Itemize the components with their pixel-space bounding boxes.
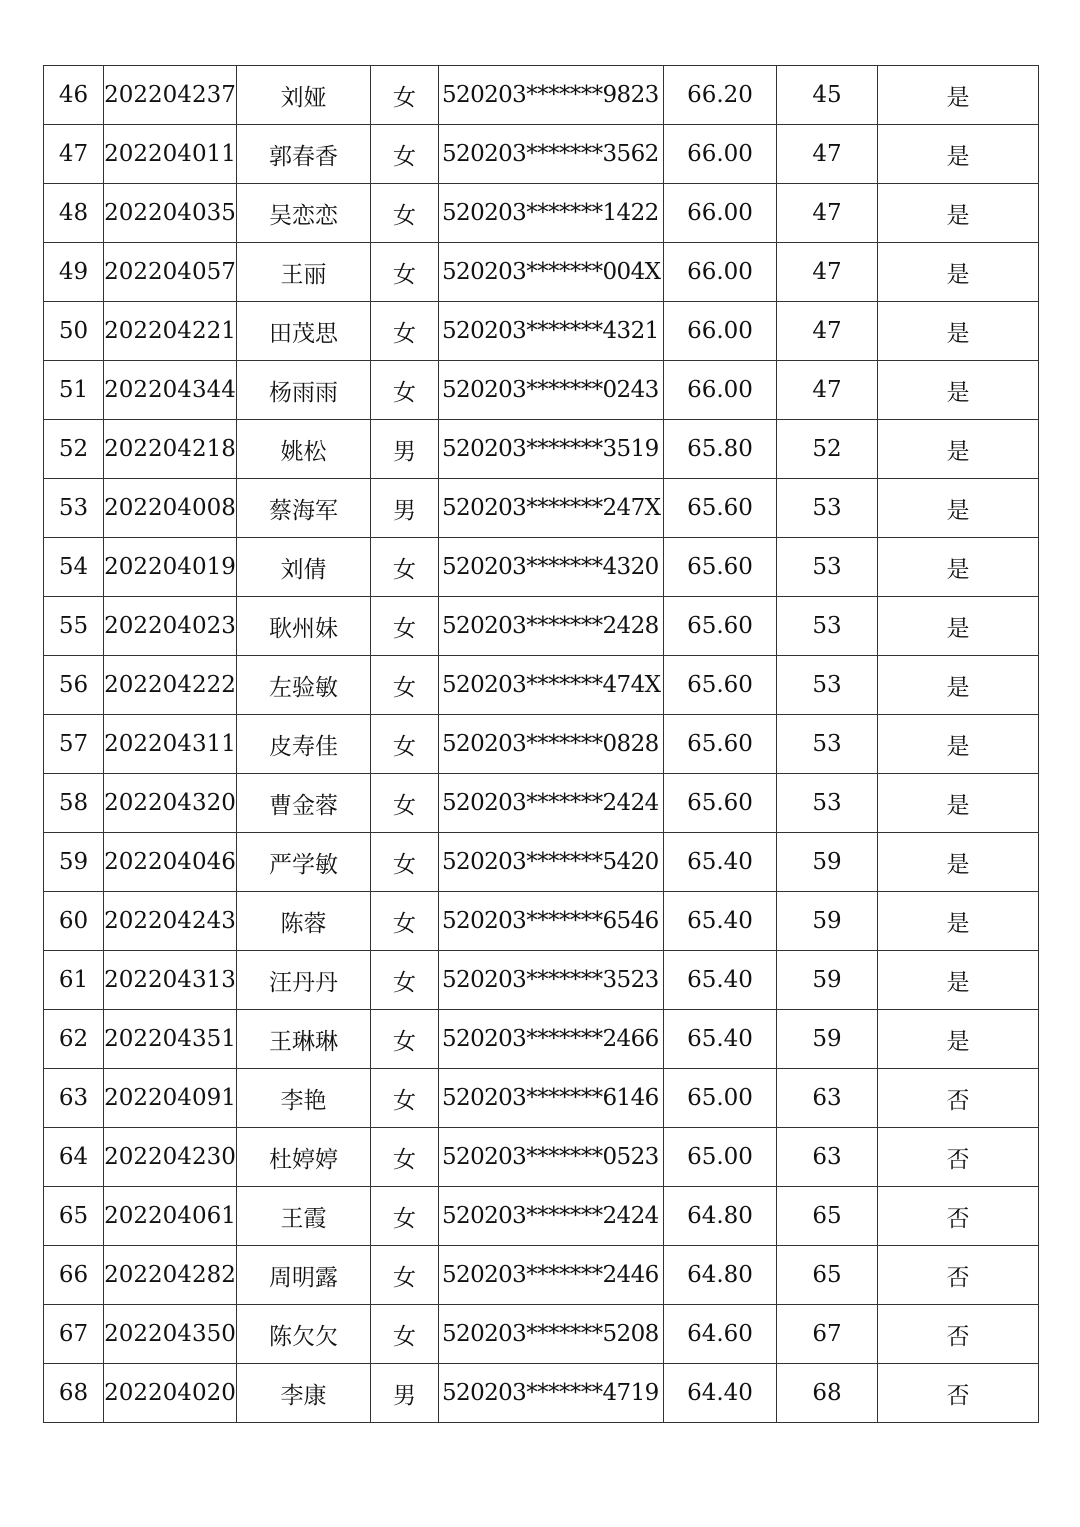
score-cell: 64.80: [664, 1187, 777, 1246]
rank-cell: 45: [777, 66, 878, 125]
seq-cell: 52: [44, 420, 104, 479]
interview-status-cell: 是: [878, 420, 1039, 479]
table-row: [44, 1305, 1039, 1364]
score-cell: 65.60: [664, 597, 777, 656]
score-cell: 66.20: [664, 66, 777, 125]
id-card-cell: 520203*******2446: [439, 1246, 664, 1305]
id-card-cell: 520203*******3562: [439, 125, 664, 184]
candidate-name-cell: 王霞: [237, 1187, 371, 1246]
interview-status-cell: 是: [878, 892, 1039, 951]
interview-status-cell: 否: [878, 1187, 1039, 1246]
interview-status-cell: 是: [878, 833, 1039, 892]
rank-cell: 63: [777, 1069, 878, 1128]
score-cell: 64.40: [664, 1364, 777, 1423]
interview-status-cell: 是: [878, 597, 1039, 656]
id-card-cell: 520203*******3523: [439, 951, 664, 1010]
interview-status-cell: 是: [878, 302, 1039, 361]
rank-cell: 53: [777, 597, 878, 656]
candidate-name-cell: 陈蓉: [237, 892, 371, 951]
id-card-cell: 520203*******5420: [439, 833, 664, 892]
seq-cell: 54: [44, 538, 104, 597]
seq-cell: 58: [44, 774, 104, 833]
candidate-name-cell: 姚松: [237, 420, 371, 479]
score-cell: 65.40: [664, 951, 777, 1010]
seq-cell: 64: [44, 1128, 104, 1187]
score-cell: 66.00: [664, 243, 777, 302]
score-cell: 65.60: [664, 715, 777, 774]
candidate-name-cell: 吴恋恋: [237, 184, 371, 243]
gender-cell: 男: [371, 420, 439, 479]
id-card-cell: 520203*******3519: [439, 420, 664, 479]
candidate-name-cell: 陈欠欠: [237, 1305, 371, 1364]
interview-status-cell: 否: [878, 1305, 1039, 1364]
score-cell: 65.80: [664, 420, 777, 479]
id-card-cell: 520203*******4320: [439, 538, 664, 597]
interview-status-cell: 是: [878, 243, 1039, 302]
candidate-name-cell: 蔡海军: [237, 479, 371, 538]
table-row: [44, 538, 1039, 597]
interview-status-cell: 是: [878, 361, 1039, 420]
seq-cell: 55: [44, 597, 104, 656]
table-row: [44, 1010, 1039, 1069]
table-row: [44, 302, 1039, 361]
id-card-cell: 520203*******0828: [439, 715, 664, 774]
table-row: [44, 1187, 1039, 1246]
seq-cell: 62: [44, 1010, 104, 1069]
id-card-cell: 520203*******2424: [439, 1187, 664, 1246]
gender-cell: 女: [371, 1187, 439, 1246]
exam-number-cell: 202204350: [104, 1305, 237, 1364]
id-card-cell: 520203*******2466: [439, 1010, 664, 1069]
score-cell: 64.80: [664, 1246, 777, 1305]
gender-cell: 女: [371, 361, 439, 420]
exam-number-cell: 202204046: [104, 833, 237, 892]
exam-number-cell: 202204218: [104, 420, 237, 479]
score-cell: 65.00: [664, 1128, 777, 1187]
id-card-cell: 520203*******2424: [439, 774, 664, 833]
table-row: [44, 833, 1039, 892]
exam-number-cell: 202204237: [104, 66, 237, 125]
score-cell: 65.40: [664, 1010, 777, 1069]
seq-cell: 63: [44, 1069, 104, 1128]
exam-number-cell: 202204320: [104, 774, 237, 833]
candidate-name-cell: 杨雨雨: [237, 361, 371, 420]
seq-cell: 65: [44, 1187, 104, 1246]
candidate-name-cell: 田茂思: [237, 302, 371, 361]
candidate-name-cell: 曹金蓉: [237, 774, 371, 833]
score-cell: 65.00: [664, 1069, 777, 1128]
seq-cell: 59: [44, 833, 104, 892]
gender-cell: 女: [371, 774, 439, 833]
results-table-body: [44, 66, 1039, 1423]
candidate-name-cell: 刘娅: [237, 66, 371, 125]
table-row: [44, 892, 1039, 951]
interview-status-cell: 是: [878, 125, 1039, 184]
table-row: [44, 66, 1039, 125]
seq-cell: 53: [44, 479, 104, 538]
gender-cell: 女: [371, 833, 439, 892]
score-cell: 66.00: [664, 184, 777, 243]
id-card-cell: 520203*******474X: [439, 656, 664, 715]
rank-cell: 47: [777, 184, 878, 243]
rank-cell: 59: [777, 892, 878, 951]
score-cell: 65.40: [664, 833, 777, 892]
interview-status-cell: 否: [878, 1246, 1039, 1305]
exam-number-cell: 202204282: [104, 1246, 237, 1305]
score-cell: 65.60: [664, 538, 777, 597]
candidate-name-cell: 周明露: [237, 1246, 371, 1305]
interview-status-cell: 是: [878, 66, 1039, 125]
table-row: [44, 774, 1039, 833]
exam-number-cell: 202204020: [104, 1364, 237, 1423]
interview-status-cell: 是: [878, 184, 1039, 243]
candidate-name-cell: 汪丹丹: [237, 951, 371, 1010]
gender-cell: 女: [371, 892, 439, 951]
exam-number-cell: 202204091: [104, 1069, 237, 1128]
gender-cell: 女: [371, 715, 439, 774]
candidate-name-cell: 王琳琳: [237, 1010, 371, 1069]
gender-cell: 女: [371, 1246, 439, 1305]
seq-cell: 56: [44, 656, 104, 715]
gender-cell: 女: [371, 1305, 439, 1364]
rank-cell: 47: [777, 302, 878, 361]
rank-cell: 47: [777, 125, 878, 184]
table-row: [44, 243, 1039, 302]
rank-cell: 53: [777, 656, 878, 715]
rank-cell: 53: [777, 538, 878, 597]
gender-cell: 女: [371, 538, 439, 597]
table-row: [44, 479, 1039, 538]
candidate-name-cell: 耿州妹: [237, 597, 371, 656]
interview-status-cell: 是: [878, 479, 1039, 538]
candidate-name-cell: 皮寿佳: [237, 715, 371, 774]
exam-number-cell: 202204230: [104, 1128, 237, 1187]
id-card-cell: 520203*******1422: [439, 184, 664, 243]
candidate-name-cell: 杜婷婷: [237, 1128, 371, 1187]
rank-cell: 68: [777, 1364, 878, 1423]
exam-number-cell: 202204222: [104, 656, 237, 715]
interview-status-cell: 是: [878, 1010, 1039, 1069]
candidate-name-cell: 李康: [237, 1364, 371, 1423]
seq-cell: 67: [44, 1305, 104, 1364]
candidate-name-cell: 左验敏: [237, 656, 371, 715]
exam-number-cell: 202204035: [104, 184, 237, 243]
gender-cell: 女: [371, 125, 439, 184]
rank-cell: 59: [777, 1010, 878, 1069]
exam-number-cell: 202204057: [104, 243, 237, 302]
id-card-cell: 520203*******4719: [439, 1364, 664, 1423]
interview-status-cell: 是: [878, 656, 1039, 715]
seq-cell: 68: [44, 1364, 104, 1423]
rank-cell: 53: [777, 774, 878, 833]
candidate-name-cell: 刘倩: [237, 538, 371, 597]
candidate-name-cell: 郭春香: [237, 125, 371, 184]
rank-cell: 65: [777, 1187, 878, 1246]
score-cell: 65.60: [664, 774, 777, 833]
gender-cell: 女: [371, 656, 439, 715]
gender-cell: 男: [371, 1364, 439, 1423]
rank-cell: 59: [777, 951, 878, 1010]
interview-status-cell: 是: [878, 951, 1039, 1010]
id-card-cell: 520203*******247X: [439, 479, 664, 538]
rank-cell: 47: [777, 243, 878, 302]
score-cell: 66.00: [664, 125, 777, 184]
table-row: [44, 656, 1039, 715]
id-card-cell: 520203*******6546: [439, 892, 664, 951]
rank-cell: 65: [777, 1246, 878, 1305]
exam-number-cell: 202204344: [104, 361, 237, 420]
seq-cell: 57: [44, 715, 104, 774]
id-card-cell: 520203*******6146: [439, 1069, 664, 1128]
table-row: [44, 1069, 1039, 1128]
gender-cell: 女: [371, 951, 439, 1010]
exam-number-cell: 202204019: [104, 538, 237, 597]
seq-cell: 51: [44, 361, 104, 420]
gender-cell: 女: [371, 1069, 439, 1128]
seq-cell: 60: [44, 892, 104, 951]
exam-number-cell: 202204023: [104, 597, 237, 656]
table-row: [44, 1128, 1039, 1187]
score-cell: 65.60: [664, 656, 777, 715]
gender-cell: 女: [371, 302, 439, 361]
id-card-cell: 520203*******2428: [439, 597, 664, 656]
id-card-cell: 520203*******5208: [439, 1305, 664, 1364]
gender-cell: 男: [371, 479, 439, 538]
candidate-name-cell: 李艳: [237, 1069, 371, 1128]
seq-cell: 49: [44, 243, 104, 302]
gender-cell: 女: [371, 1128, 439, 1187]
gender-cell: 女: [371, 597, 439, 656]
gender-cell: 女: [371, 1010, 439, 1069]
exam-number-cell: 202204351: [104, 1010, 237, 1069]
table-row: [44, 951, 1039, 1010]
id-card-cell: 520203*******0523: [439, 1128, 664, 1187]
exam-number-cell: 202204243: [104, 892, 237, 951]
rank-cell: 63: [777, 1128, 878, 1187]
seq-cell: 50: [44, 302, 104, 361]
score-cell: 64.60: [664, 1305, 777, 1364]
table-row: [44, 597, 1039, 656]
rank-cell: 47: [777, 361, 878, 420]
score-cell: 66.00: [664, 302, 777, 361]
table-row: [44, 125, 1039, 184]
results-table: [43, 65, 1039, 1423]
rank-cell: 59: [777, 833, 878, 892]
interview-status-cell: 是: [878, 538, 1039, 597]
seq-cell: 47: [44, 125, 104, 184]
gender-cell: 女: [371, 66, 439, 125]
exam-number-cell: 202204221: [104, 302, 237, 361]
seq-cell: 48: [44, 184, 104, 243]
exam-number-cell: 202204313: [104, 951, 237, 1010]
table-row: [44, 1246, 1039, 1305]
score-cell: 65.60: [664, 479, 777, 538]
id-card-cell: 520203*******0243: [439, 361, 664, 420]
id-card-cell: 520203*******4321: [439, 302, 664, 361]
interview-status-cell: 是: [878, 715, 1039, 774]
interview-status-cell: 否: [878, 1128, 1039, 1187]
candidate-name-cell: 严学敏: [237, 833, 371, 892]
candidate-name-cell: 王丽: [237, 243, 371, 302]
exam-number-cell: 202204311: [104, 715, 237, 774]
interview-status-cell: 是: [878, 774, 1039, 833]
seq-cell: 46: [44, 66, 104, 125]
gender-cell: 女: [371, 243, 439, 302]
exam-number-cell: 202204011: [104, 125, 237, 184]
interview-status-cell: 否: [878, 1069, 1039, 1128]
exam-number-cell: 202204008: [104, 479, 237, 538]
table-row: [44, 420, 1039, 479]
exam-number-cell: 202204061: [104, 1187, 237, 1246]
rank-cell: 53: [777, 479, 878, 538]
rank-cell: 53: [777, 715, 878, 774]
interview-status-cell: 否: [878, 1364, 1039, 1423]
table-row: [44, 1364, 1039, 1423]
score-cell: 65.40: [664, 892, 777, 951]
gender-cell: 女: [371, 184, 439, 243]
seq-cell: 66: [44, 1246, 104, 1305]
score-cell: 66.00: [664, 361, 777, 420]
rank-cell: 67: [777, 1305, 878, 1364]
id-card-cell: 520203*******9823: [439, 66, 664, 125]
seq-cell: 61: [44, 951, 104, 1010]
id-card-cell: 520203*******004X: [439, 243, 664, 302]
table-row: [44, 184, 1039, 243]
table-row: [44, 715, 1039, 774]
rank-cell: 52: [777, 420, 878, 479]
table-row: [44, 361, 1039, 420]
